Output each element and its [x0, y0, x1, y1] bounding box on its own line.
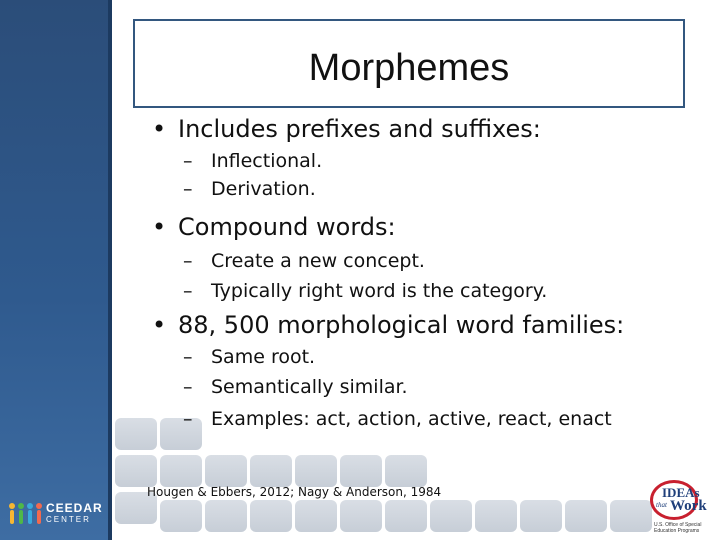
dash-glyph: –	[183, 150, 193, 172]
sub-bullet-text: Inflectional.	[211, 150, 323, 172]
background-tile	[205, 500, 247, 532]
sub-bullet-text: Derivation.	[211, 178, 316, 200]
bullet-item	[152, 114, 541, 144]
dash-glyph: –	[183, 408, 193, 430]
sub-bullet-item	[183, 406, 612, 432]
background-tile	[385, 500, 427, 532]
ideas-that-label: that	[656, 501, 667, 509]
person-figure	[8, 503, 16, 525]
bullet-glyph: •	[152, 213, 167, 241]
sub-bullet-text: Create a new concept.	[211, 250, 425, 272]
citation-footnote: Hougen & Ebbers, 2012; Nagy & Anderson, 1984	[147, 485, 442, 499]
dash-glyph: –	[183, 280, 193, 302]
background-tile	[340, 500, 382, 532]
title-box	[133, 19, 685, 108]
person-figure	[17, 503, 25, 525]
background-tile	[340, 455, 382, 487]
background-tile	[385, 455, 427, 487]
bullet-item	[152, 310, 624, 340]
dash-glyph: –	[183, 250, 193, 272]
person-figure	[26, 503, 34, 525]
background-tile	[115, 418, 157, 450]
sub-bullet-text: Examples: act, action, active, react, enact	[211, 408, 612, 430]
ideas-that-work-logo	[646, 480, 716, 536]
sub-bullet-item	[183, 344, 315, 370]
background-tile	[430, 500, 472, 532]
background-tile	[250, 500, 292, 532]
ideas-line2: Education Programs	[654, 528, 700, 534]
bullet-text: Compound words:	[178, 213, 396, 241]
background-tile	[160, 455, 202, 487]
ceedar-logo	[8, 498, 108, 530]
bullet-text: 88, 500 morphological word families:	[178, 311, 625, 339]
bullet-glyph: •	[152, 311, 167, 339]
bullet-glyph: •	[152, 115, 167, 143]
background-tile	[115, 455, 157, 487]
sub-bullet-text: Typically right word is the category.	[211, 280, 548, 302]
ceedar-people-icon	[8, 503, 43, 525]
ceedar-name: CEEDAR	[46, 501, 103, 515]
background-tile	[250, 455, 292, 487]
sub-bullet-item	[183, 148, 322, 174]
bullet-item	[152, 212, 396, 242]
dash-glyph: –	[183, 346, 193, 368]
background-tile	[565, 500, 607, 532]
dash-glyph: –	[183, 178, 193, 200]
dash-glyph: –	[183, 376, 193, 398]
sub-bullet-item	[183, 248, 425, 274]
background-tile	[295, 455, 337, 487]
ceedar-center-label: CENTER	[46, 515, 91, 524]
sub-bullet-item	[183, 374, 408, 400]
ideas-work-label: Work	[670, 498, 707, 514]
bullet-text: Includes prefixes and suffixes:	[178, 115, 541, 143]
background-tile	[520, 500, 562, 532]
background-tile	[475, 500, 517, 532]
background-tile	[295, 500, 337, 532]
background-tile	[160, 500, 202, 532]
ideas-line1: U.S. Office of Special	[654, 522, 702, 528]
person-figure	[35, 503, 43, 525]
slide-title: Morphemes	[308, 47, 510, 89]
sub-bullet-text: Same root.	[211, 346, 316, 368]
ideas-label: IDEAs	[662, 485, 700, 500]
background-tile	[205, 455, 247, 487]
sub-bullet-item	[183, 278, 547, 304]
sub-bullet-item	[183, 176, 316, 202]
sub-bullet-text: Semantically similar.	[211, 376, 408, 398]
